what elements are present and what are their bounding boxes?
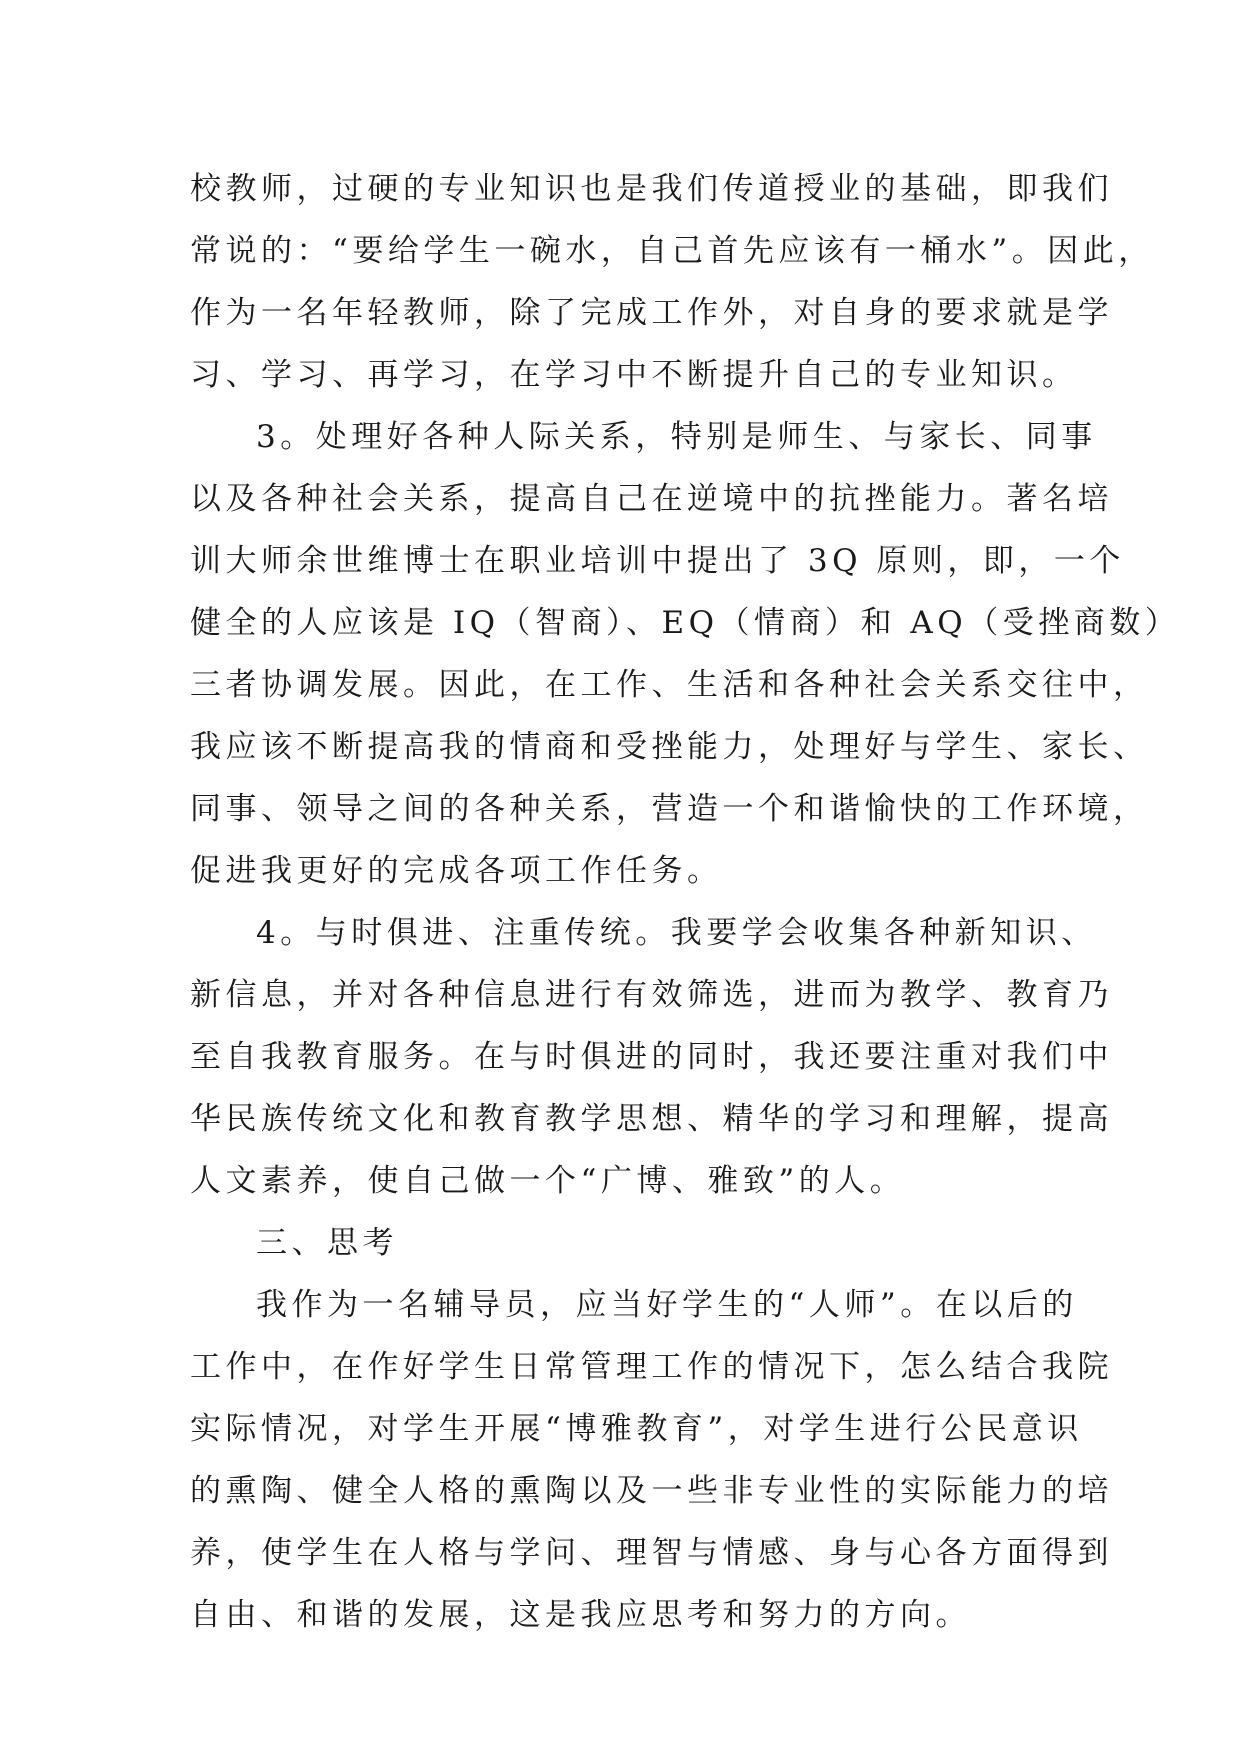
text-line-7: 训大师余世维博士在职业培训中提出了 3Q 原则，即，一个: [190, 543, 1125, 579]
text-line-11: 同事、领导之间的各种关系，营造一个和谐愉快的工作环境，: [190, 791, 1149, 827]
paragraph-3-first-line: 3。处理好各种人际关系，特别是师生、与家长、同事: [256, 419, 1097, 455]
text-line-14: 新信息，并对各种信息进行有效筛选，进而为教学、教育乃: [190, 977, 1113, 1013]
text-line-3: 作为一名年轻教师，除了完成工作外，对自身的要求就是学: [190, 295, 1113, 331]
text-line-9: 三者协调发展。因此，在工作、生活和各种社会关系交往中，: [190, 667, 1149, 703]
text-line-1: 校教师，过硬的专业知识也是我们传道授业的基础，即我们: [190, 171, 1113, 207]
text-line-15: 至自我教育服务。在与时俱进的同时，我还要注重对我们中: [190, 1039, 1113, 1075]
text-line-8: 健全的人应该是 IQ（智商）、EQ（情商）和 AQ（受挫商数）: [190, 605, 1181, 641]
text-line-4: 习、学习、再学习，在学习中不断提升自己的专业知识。: [190, 357, 1078, 393]
text-line-10: 我应该不断提高我的情商和受挫能力，处理好与学生、家长、: [190, 729, 1149, 765]
text-line-12: 促进我更好的完成各项工作任务。: [190, 853, 723, 889]
text-line-6: 以及各种社会关系，提高自己在逆境中的抗挫能力。著名培: [190, 481, 1113, 517]
text-line-24: 自由、和谐的发展，这是我应思考和努力的方向。: [190, 1597, 971, 1633]
text-line-21: 实际情况，对学生开展“博雅教育”，对学生进行公民意识: [190, 1411, 1083, 1447]
text-line-20: 工作中，在作好学生日常管理工作的情况下，怎么结合我院: [190, 1349, 1113, 1385]
document-body: [190, 158, 1181, 1646]
section-heading: 三、思考: [256, 1225, 398, 1261]
text-line-2: 常说的：“要给学生一碗水，自己首先应该有一桶水”。因此，: [190, 233, 1154, 269]
text-line-17: 人文素养，使自己做一个“广博、雅致”的人。: [190, 1163, 906, 1199]
text-line-23: 养，使学生在人格与学问、理智与情感、身与心各方面得到: [190, 1535, 1113, 1571]
paragraph-4-first-line: 4。与时俱进、注重传统。我要学会收集各种新知识、: [256, 915, 1097, 951]
text-line-16: 华民族传统文化和教育教学思想、精华的学习和理解，提高: [190, 1101, 1113, 1137]
text-line-22: 的熏陶、健全人格的熏陶以及一些非专业性的实际能力的培: [190, 1473, 1113, 1509]
reflection-first-line: 我作为一名辅导员，应当好学生的“人师”。在以后的: [256, 1287, 1078, 1323]
